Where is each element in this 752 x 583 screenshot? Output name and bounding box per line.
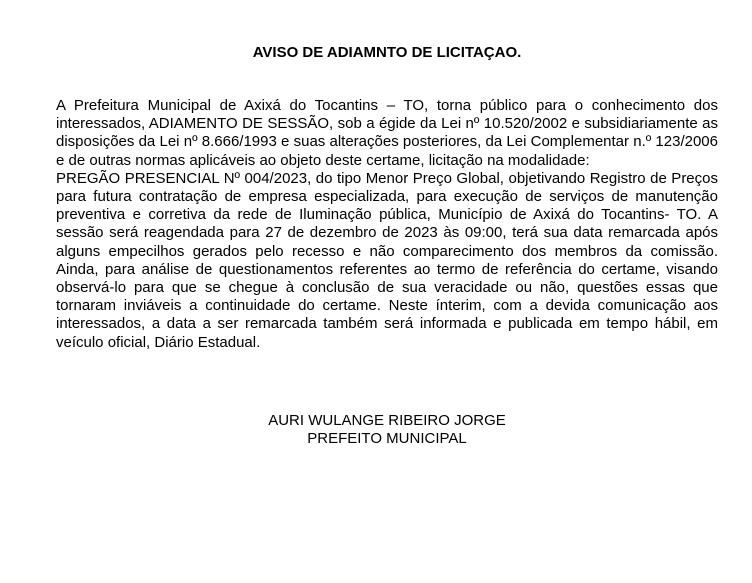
notice-paragraph-intro: A Prefeitura Municipal de Axixá do Tocantins – TO, torna público para o conhecimento dos interessados, ADIAMENTO DE SESSÃO, sob a égide da Lei nº 10.520/2002 e subsidiariamente as disposições da Lei nº 8.666/1993 e suas alterações posteriores, da Lei Complementar n.º 123/2006 e de outras normas aplicáveis ao objeto deste certame, licitação na modalidade: [56, 97, 718, 169]
signatory-name: AURI WULANGE RIBEIRO JORGE [268, 412, 506, 429]
signature-block [56, 412, 718, 448]
signatory-role: PREFEITO MUNICIPAL [307, 430, 467, 447]
notice-body [56, 97, 718, 352]
notice-title: AVISO DE ADIAMNTO DE LICITAÇAO. [252, 44, 522, 61]
notice-paragraph-details: PREGÃO PRESENCIAL Nº 004/2023, do tipo Menor Preço Global, objetivando Registro de Preços para futura contratação de empresa especializada, para execução de serviços de manutenção preventiva e corretiva da rede de Iluminação pública, Município de Axixá do Tocantins- TO. A sessão será reagendada para 27 de dezembro de 2023 às 09:00, terá sua data remarcada após alguns empecilhos gerados pelo recesso e não comparecimento dos membros da comissão. Ainda, para análise de questionamentos referentes ao termo de referência do certame, visando observá-lo para que se chegue à conclusão de sua veracidade ou não, questões essas que tornaram inviáveis a continuidade do certame. Neste ínterim, com a devida comunicação aos interessados, a data a ser remarcada também será informada e publicada em tempo hábil, em veículo oficial, Diário Estadual. [56, 169, 718, 351]
